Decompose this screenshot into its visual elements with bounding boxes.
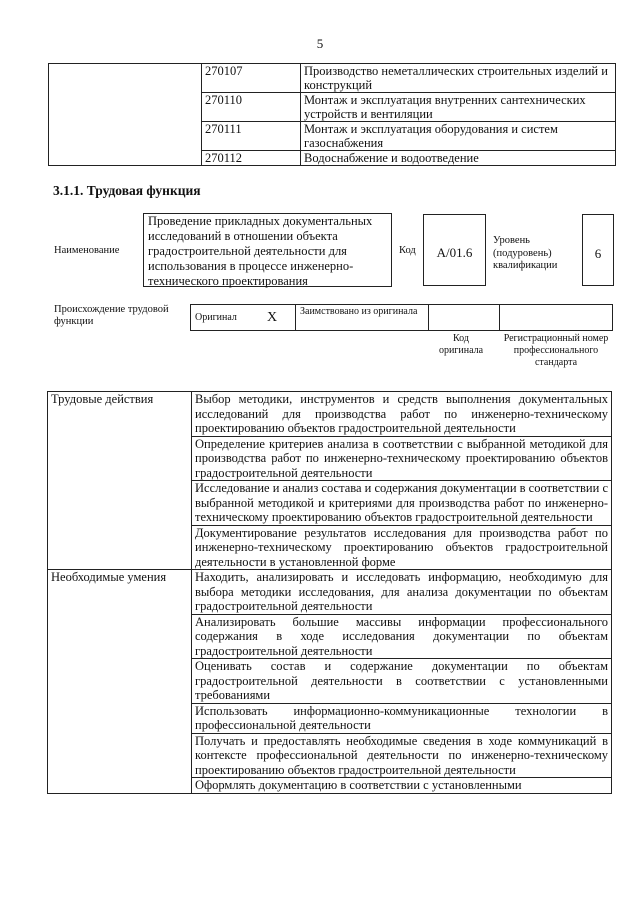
code-original-cell — [429, 305, 500, 331]
code-cell: 270110 — [202, 93, 301, 122]
list-item: Получать и предоставлять необходимые сведения в ходе коммуникаций в контексте профессиональной деятельности по инженерно-техническому проектированию объектов градостроительной деятельности — [192, 733, 612, 778]
table-row — [48, 392, 612, 437]
name-cell: Производство неметаллических строительных изделий и конструкций — [301, 64, 616, 93]
section-label: Трудовые действия — [48, 392, 192, 570]
list-item: Оценивать состав и содержание документации по объектам градостроительной деятельности в соответствии с установленными требованиями — [192, 659, 612, 704]
section-label: Необходимые умения — [48, 570, 192, 794]
level-value: 6 — [582, 214, 614, 286]
function-details-table — [47, 391, 612, 794]
list-item: Исследование и анализ состава и содержания документации в соответствии с выбранной методикой и критериями для производства работ по инженерно-техническому проектированию объектов градостроительной деятельности — [192, 481, 612, 526]
name-cell: Водоснабжение и водоотведение — [301, 151, 616, 166]
name-cell: Монтаж и эксплуатация внутренних сантехнических устройств и вентиляции — [301, 93, 616, 122]
code-label: Код — [399, 245, 416, 256]
list-item: Использовать информационно-коммуникационные технологии в профессиональной деятельности — [192, 703, 612, 733]
original-cell: Оригинал — [191, 305, 256, 331]
origin-label: Происхождение трудовой функции — [54, 304, 169, 327]
code-cell: 270112 — [202, 151, 301, 166]
code-original-caption: Код оригинала — [438, 333, 484, 356]
table-row — [48, 570, 612, 615]
list-item: Выбор методики, инструментов и средств выполнения документальных исследований для производства работ по инженерно-техническому проектированию объектов градостроительной деятельности — [192, 392, 612, 437]
origin-table — [190, 304, 613, 331]
function-name: Проведение прикладных документальных исследований в отношении объекта градостроительной деятельности для использования в процессе инженерно-технического проектирования — [143, 213, 392, 287]
name-label: Наименование — [54, 245, 120, 256]
page-number: 5 — [316, 36, 324, 51]
list-item: Анализировать большие массивы информации профессионального содержания в ходе исследования документации по объектам градостроительной деятельности — [192, 614, 612, 659]
code-cell: 270107 — [202, 64, 301, 93]
name-cell: Монтаж и эксплуатация оборудования и систем газоснабжения — [301, 122, 616, 151]
list-item: Находить, анализировать и исследовать информацию, необходимую для выбора методики исследования, для анализа документации по объектам градостроительной деятельности — [192, 570, 612, 615]
codes-table — [48, 63, 616, 166]
list-item: Определение критериев анализа в соответствии с выбранной методикой для производства работ по инженерно-техническому проектированию объектов градостроительной деятельности — [192, 436, 612, 481]
level-label: Уровень (подуровень) квалификации — [493, 235, 558, 271]
original-mark: X — [255, 305, 296, 331]
reg-number-cell — [500, 305, 613, 331]
reg-number-caption: Регистрационный номер профессионального стандарта — [503, 333, 609, 368]
section-title: 3.1.1. Трудовая функция — [53, 183, 201, 198]
list-item: Документирование результатов исследования для производства работ по инженерно-техническому проектированию объектов градостроительной деятельности в установленной форме — [192, 525, 612, 570]
table-row — [49, 64, 616, 93]
code-cell: 270111 — [202, 122, 301, 151]
empty-cell — [49, 64, 202, 166]
function-code: A/01.6 — [423, 214, 486, 286]
borrowed-cell: Заимствовано из оригинала — [296, 305, 429, 331]
table-row — [191, 305, 613, 331]
list-item: Оформлять документацию в соответствии с установленными — [192, 778, 612, 794]
